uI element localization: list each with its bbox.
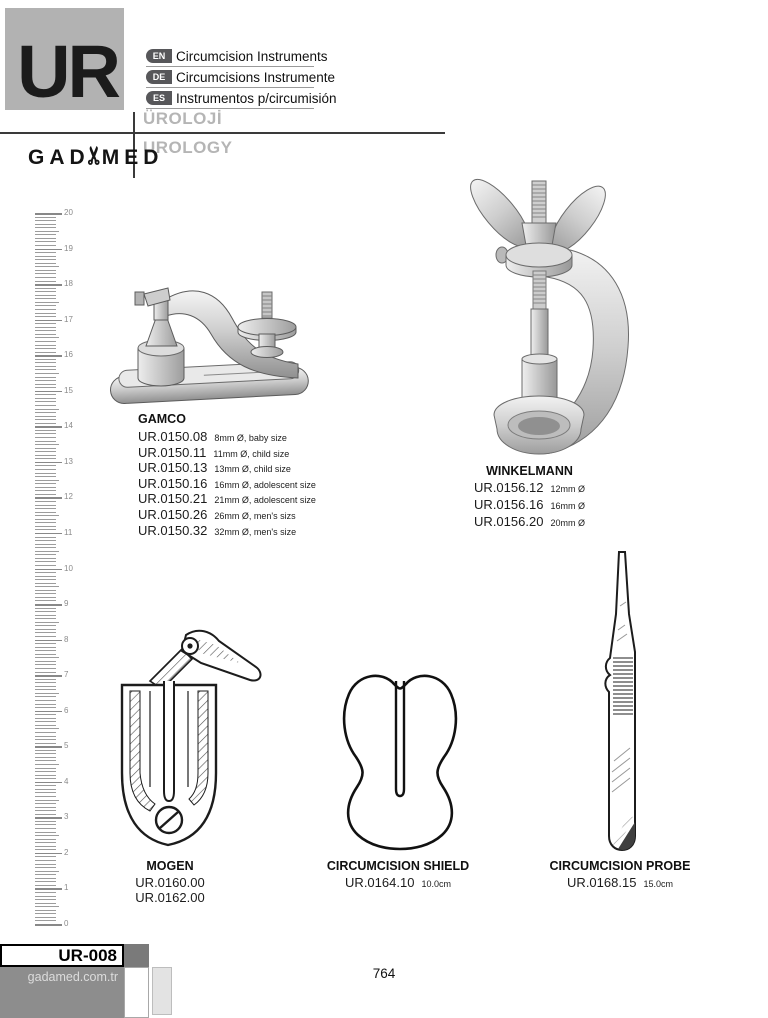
catalog-item: UR.0150.11 11mm Ø, child size bbox=[138, 444, 290, 460]
language-rows bbox=[146, 46, 337, 109]
product-title-probe: CIRCUMCISION PROBE bbox=[549, 859, 691, 873]
section-code: UR bbox=[17, 30, 118, 114]
section-code-block bbox=[5, 8, 124, 114]
footer-white-square bbox=[124, 967, 149, 1018]
mogen-product-block bbox=[100, 859, 240, 905]
product-title-shield: CIRCUMCISION SHIELD bbox=[326, 859, 470, 873]
language-badge-es: ES bbox=[146, 91, 172, 105]
brand-logo bbox=[28, 146, 163, 170]
circumcision-probe-illustration bbox=[572, 546, 672, 858]
catalog-item: UR.0156.12 12mm Ø bbox=[474, 480, 585, 495]
catalog-item: UR.0156.20 20mm Ø bbox=[474, 514, 585, 529]
catalog-item: UR.0162.00 bbox=[135, 890, 205, 905]
catalog-item: UR.0164.10 10.0cm bbox=[345, 875, 451, 890]
winkelmann-product-block bbox=[437, 464, 622, 531]
footer-page-code-box bbox=[0, 944, 124, 967]
shield-product-block bbox=[308, 859, 488, 892]
language-label-es: Instrumentos p/circumisión bbox=[176, 90, 337, 106]
language-label-en: Circumcision Instruments bbox=[176, 48, 328, 64]
footer-website: gadamed.com.tr bbox=[27, 970, 118, 984]
footer-light-square bbox=[152, 967, 172, 1015]
footer-dark-square bbox=[124, 944, 149, 967]
language-badge-de: DE bbox=[146, 70, 172, 84]
brand-text-left: GAD bbox=[28, 146, 90, 169]
language-row-de bbox=[146, 67, 336, 88]
ruler: 20 19 18 17 16 15 14 13 12 11 10 9 8 7 6 5 4 3 2 1 0 bbox=[35, 213, 81, 927]
footer-website-box bbox=[0, 967, 124, 1018]
catalog-item: UR.0168.15 15.0cm bbox=[567, 875, 673, 890]
category-title-english: UROLOGY bbox=[143, 138, 233, 157]
language-label-de: Circumcisions Instrumente bbox=[176, 69, 336, 85]
circumcision-shield-illustration bbox=[325, 662, 475, 854]
language-row-es bbox=[146, 88, 337, 109]
catalog-item: UR.0150.13 13mm Ø, child size bbox=[138, 460, 291, 476]
catalog-item: UR.0150.16 16mm Ø, adolescent size bbox=[138, 475, 316, 491]
gamco-clamp-illustration bbox=[103, 268, 315, 408]
brand-text-right: MED bbox=[101, 146, 164, 169]
winkelmann-clamp-illustration bbox=[440, 163, 665, 463]
category-title-turkish: ÜROLOJİ bbox=[143, 109, 223, 128]
catalog-item: UR.0150.32 32mm Ø, men's size bbox=[138, 522, 297, 538]
product-title-gamco: GAMCO bbox=[138, 412, 186, 426]
catalog-item: UR.0156.16 16mm Ø bbox=[474, 497, 585, 512]
footer-page-code: UR-008 bbox=[58, 945, 117, 965]
product-title-winkelmann: WINKELMANN bbox=[486, 464, 573, 478]
probe-product-block bbox=[530, 859, 710, 892]
language-badge-en: EN bbox=[146, 49, 172, 63]
catalog-item: UR.0160.00 bbox=[135, 875, 205, 890]
gamco-product-block bbox=[138, 412, 316, 539]
product-title-mogen: MOGEN bbox=[146, 859, 194, 873]
language-row-en bbox=[146, 46, 328, 67]
page-number: 764 bbox=[372, 966, 396, 981]
mogen-clamp-illustration bbox=[98, 622, 278, 854]
scissors-icon: ✂ bbox=[81, 144, 109, 166]
catalog-item: UR.0150.08 8mm Ø, baby size bbox=[138, 429, 287, 444]
catalog-item: UR.0150.21 21mm Ø, adolescent size bbox=[138, 491, 316, 507]
catalog-item: UR.0150.26 26mm Ø, men's sizs bbox=[138, 506, 296, 522]
header-divider-line bbox=[0, 132, 445, 134]
